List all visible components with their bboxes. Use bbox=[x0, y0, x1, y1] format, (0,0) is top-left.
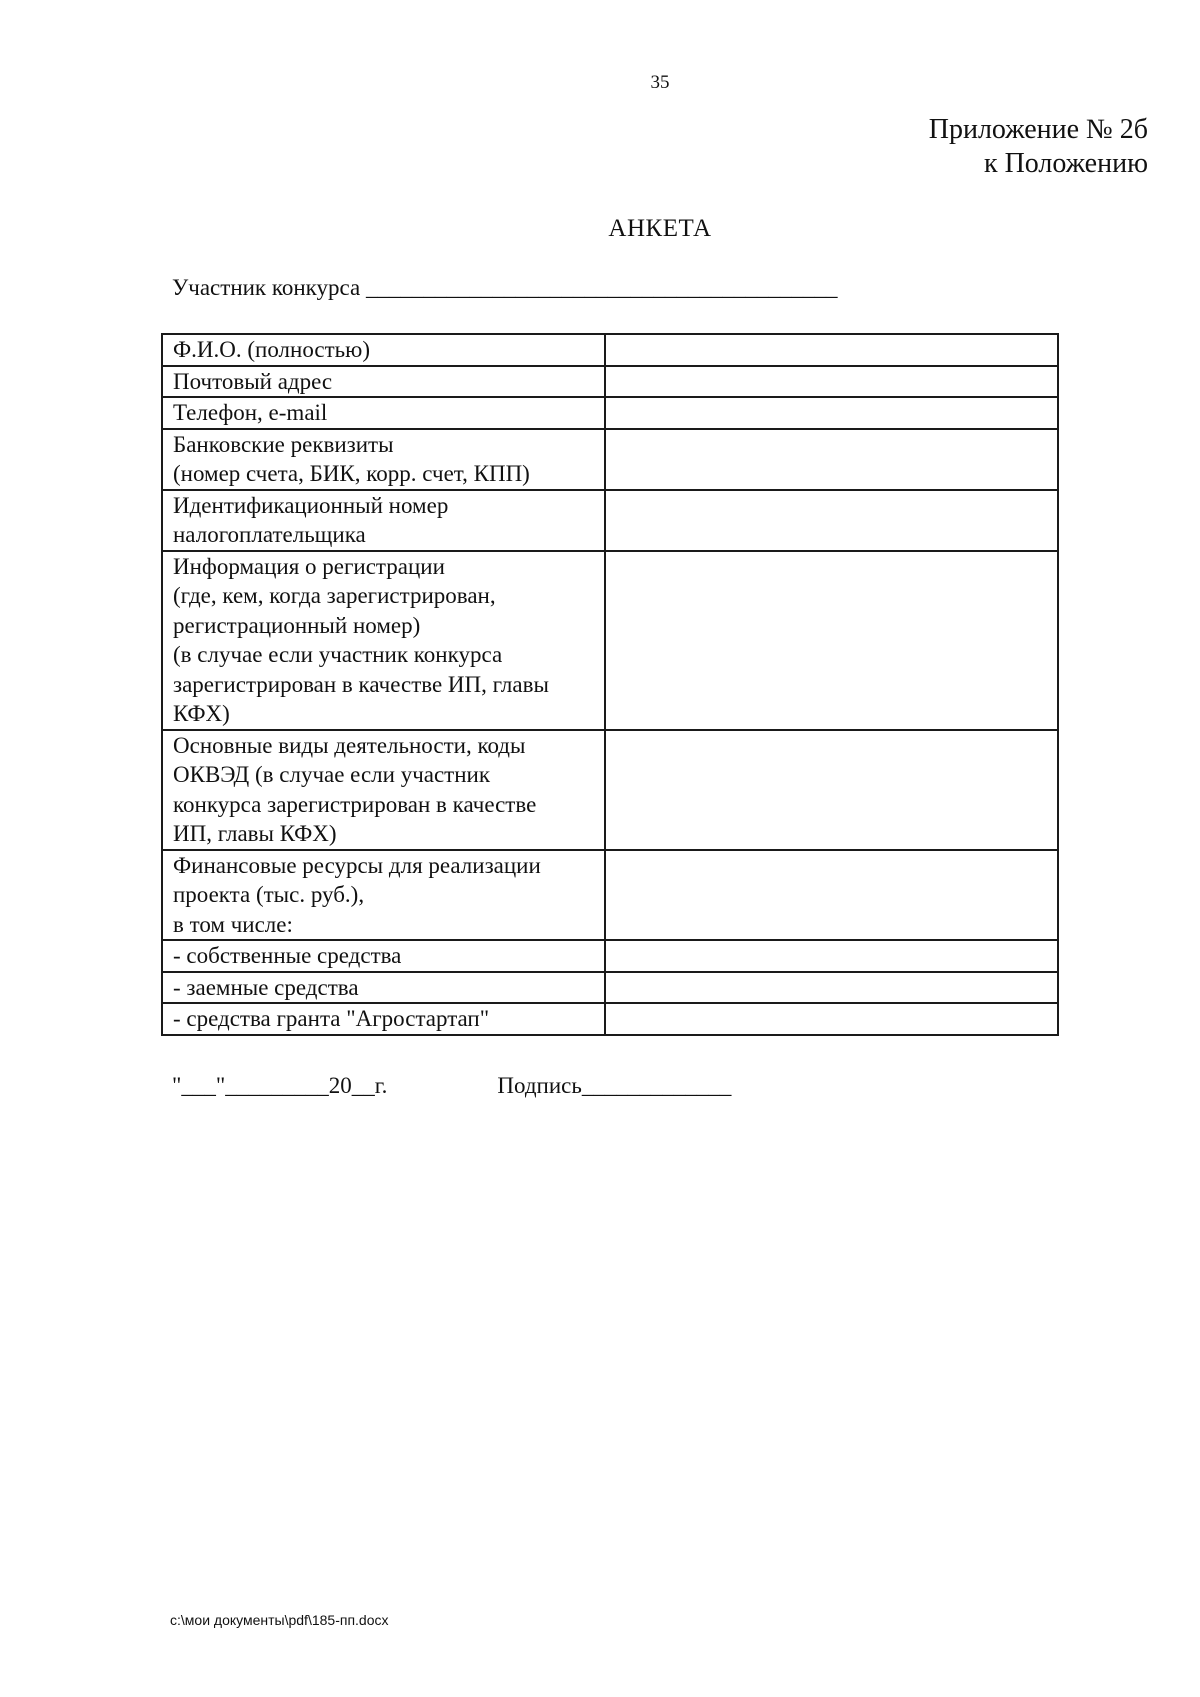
row-label-line: регистрационный номер) bbox=[173, 612, 421, 638]
row-label-line: Банковские реквизиты bbox=[173, 431, 394, 457]
row-label-line: проекта (тыс. руб.), bbox=[173, 882, 365, 907]
row-label-line: Идентификационный номер bbox=[173, 492, 449, 518]
file-path: c:\мои документы\pdf\185-пп.docx bbox=[170, 1612, 389, 1628]
row-label-line: Ф.И.О. (полностью) bbox=[173, 337, 371, 362]
table-row bbox=[162, 366, 1058, 398]
table-row bbox=[162, 1003, 1058, 1035]
row-label-cell bbox=[162, 1003, 605, 1035]
annex-line-2: к Положению bbox=[983, 148, 1148, 179]
table-row bbox=[162, 551, 1058, 730]
row-label-line: (номер счета, БИК, корр. счет, КПП) bbox=[173, 461, 530, 486]
page-number: 35 bbox=[650, 72, 670, 93]
row-label-line: - заемные средства bbox=[173, 974, 359, 1000]
participant-line: Участник конкурса _________________________________________ bbox=[172, 275, 838, 300]
annex-line-1: Приложение № 2б bbox=[928, 114, 1148, 145]
annex-header bbox=[929, 113, 1148, 181]
row-label-line: Информация о регистрации bbox=[173, 553, 445, 579]
questionnaire-table-body bbox=[162, 334, 1058, 1035]
row-label-line: (где, кем, когда зарегистрирован, bbox=[173, 583, 496, 608]
row-label-cell bbox=[162, 366, 605, 398]
signature-block bbox=[172, 1073, 731, 1099]
row-label-line: Почтовый адрес bbox=[173, 368, 333, 394]
row-label-line: Основные виды деятельности, коды bbox=[173, 732, 526, 758]
row-value-cell[interactable] bbox=[605, 972, 1058, 1004]
document-title: АНКЕТА bbox=[608, 215, 712, 242]
row-label-cell bbox=[162, 551, 605, 730]
row-value-cell[interactable] bbox=[605, 940, 1058, 972]
row-value-cell[interactable] bbox=[605, 551, 1058, 730]
row-label-line: (в случае если участник конкурса bbox=[173, 642, 503, 667]
row-label-line: КФХ) bbox=[173, 701, 230, 726]
row-label-line: - средства гранта "Агростартап" bbox=[173, 1006, 490, 1031]
row-label-cell bbox=[162, 972, 605, 1004]
table-row bbox=[162, 397, 1058, 429]
row-label-cell bbox=[162, 397, 605, 429]
table-row bbox=[162, 940, 1058, 972]
row-label-line: Финансовые ресурсы для реализации bbox=[173, 852, 541, 878]
row-label-line: конкурса зарегистрирован в качестве bbox=[173, 791, 537, 817]
table-row bbox=[162, 334, 1058, 366]
table-row bbox=[162, 850, 1058, 941]
row-value-cell[interactable] bbox=[605, 366, 1058, 398]
row-label-line: зарегистрирован в качестве ИП, главы bbox=[173, 671, 549, 697]
row-value-cell[interactable] bbox=[605, 850, 1058, 941]
row-label-cell bbox=[162, 429, 605, 490]
row-value-cell[interactable] bbox=[605, 397, 1058, 429]
row-label-line: Телефон, e-mail bbox=[173, 400, 328, 425]
row-value-cell[interactable] bbox=[605, 1003, 1058, 1035]
table-row bbox=[162, 972, 1058, 1004]
row-value-cell[interactable] bbox=[605, 490, 1058, 551]
questionnaire-table bbox=[161, 333, 1059, 1036]
row-value-cell[interactable] bbox=[605, 429, 1058, 490]
row-label-line: ОКВЭД (в случае если участник bbox=[173, 762, 491, 787]
row-label-cell bbox=[162, 334, 605, 366]
table-row bbox=[162, 429, 1058, 490]
row-label-line: - собственные средства bbox=[173, 943, 402, 968]
row-label-cell bbox=[162, 490, 605, 551]
date-field: "___"_________20__г. bbox=[172, 1073, 388, 1098]
row-label-line: ИП, главы КФХ) bbox=[173, 821, 337, 846]
signature-field: Подпись_____________ bbox=[497, 1073, 732, 1098]
row-label-cell bbox=[162, 730, 605, 850]
table-row bbox=[162, 730, 1058, 850]
row-label-line: в том числе: bbox=[173, 911, 293, 937]
row-label-cell bbox=[162, 850, 605, 941]
row-value-cell[interactable] bbox=[605, 730, 1058, 850]
table-row bbox=[162, 490, 1058, 551]
row-value-cell[interactable] bbox=[605, 334, 1058, 366]
row-label-cell bbox=[162, 940, 605, 972]
row-label-line: налогоплательщика bbox=[173, 522, 366, 547]
